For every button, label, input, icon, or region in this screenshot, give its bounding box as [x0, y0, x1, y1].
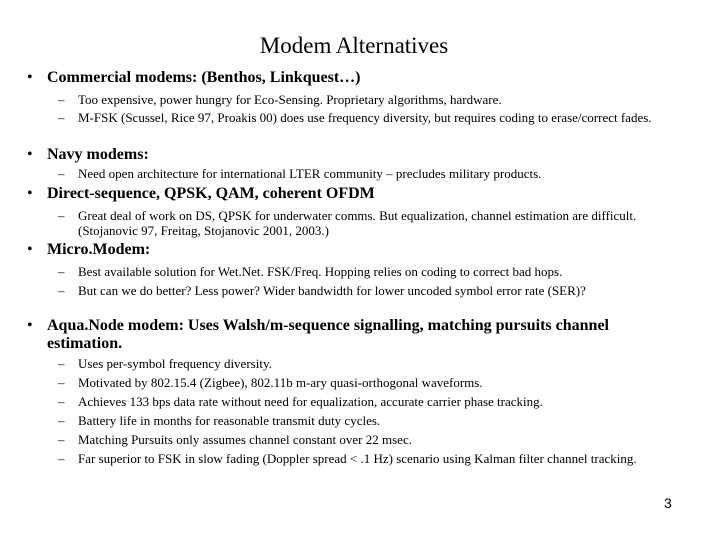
list-item-text: Need open architecture for international LTER community – precludes military products. [78, 166, 542, 181]
list-item-text: Motivated by 802.15.4 (Zigbee), 802.11b m-ary quasi-orthogonal waveforms. [78, 375, 483, 390]
bullet-icon: • [27, 69, 33, 86]
list-item-text: Matching Pursuits only assumes channel constant over 22 msec. [78, 432, 412, 447]
section-heading: Aqua.Node modem: Uses Walsh/m-sequence signalling, matching pursuits channel estimation. [47, 317, 609, 352]
dash-icon: – [58, 166, 65, 181]
list-item-text: Far superior to FSK in slow fading (Doppler spread < .1 Hz) scenario using Kalman filter channel tracking. [78, 451, 637, 466]
dash-icon: – [58, 283, 65, 298]
dash-icon: – [58, 264, 65, 279]
dash-icon: – [58, 451, 65, 466]
section-heading: Direct-sequence, QPSK, QAM, coherent OFDM [47, 185, 375, 202]
list-item-text: Great deal of work on DS, QPSK for underwater comms. But equalization, channel estimation are difficult. (Stojanovic 97, Freitag, Stojanovic 2001, 2003.) [78, 208, 637, 238]
dash-icon: – [58, 92, 65, 107]
section-heading: Micro.Modem: [47, 241, 151, 258]
dash-icon: – [58, 356, 65, 371]
bullet-icon: • [27, 241, 33, 258]
dash-icon: – [58, 413, 65, 428]
section-heading: Navy modems: [47, 146, 149, 163]
list-item-text: Uses per-symbol frequency diversity. [78, 356, 272, 371]
bullet-icon: • [27, 317, 33, 334]
page-number: 3 [664, 495, 672, 511]
dash-icon: – [58, 110, 65, 125]
list-item-text: Best available solution for Wet.Net. FSK/Freq. Hopping relies on coding to correct bad hops. [78, 264, 563, 279]
list-item-text: But can we do better? Less power? Wider bandwidth for lower uncoded symbol error rate (SER)? [78, 283, 586, 298]
dash-icon: – [58, 432, 65, 447]
list-item-text: Battery life in months for reasonable transmit duty cycles. [78, 413, 381, 428]
dash-icon: – [58, 394, 65, 409]
dash-icon: – [58, 375, 65, 390]
list-item-text: Too expensive, power hungry for Eco-Sensing. Proprietary algorithms, hardware. [78, 92, 502, 107]
list-item-text: Achieves 133 bps data rate without need for equalization, accurate carrier phase tracking. [78, 394, 543, 409]
section-heading: Commercial modems: (Benthos, Linkquest…) [47, 69, 361, 86]
slide-title: Modem Alternatives [259, 33, 449, 58]
list-item-text: M-FSK (Scussel, Rice 97, Proakis 00) does use frequency diversity, but requires coding to erase/correct fades. [78, 110, 652, 125]
bullet-icon: • [27, 185, 33, 202]
bullet-icon: • [27, 146, 33, 163]
dash-icon: – [58, 208, 65, 223]
